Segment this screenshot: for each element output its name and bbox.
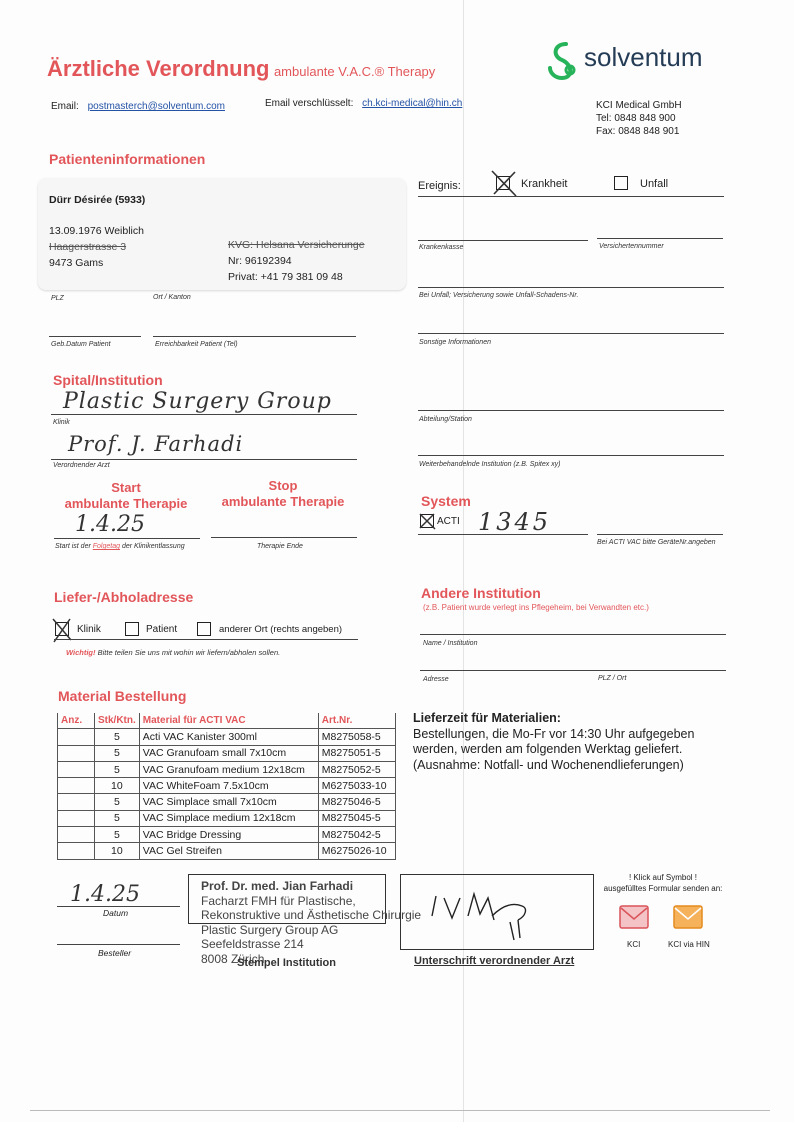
header-anz: Anz. bbox=[58, 713, 95, 729]
event-label: Ereignis: bbox=[418, 180, 461, 192]
stop-title-1: Stop bbox=[268, 478, 298, 493]
system-section-title: System bbox=[421, 493, 471, 509]
solventum-logo-icon bbox=[544, 40, 584, 84]
patient-phone: Privat: +41 79 381 09 48 bbox=[228, 271, 343, 283]
bottom-rule bbox=[30, 1110, 770, 1111]
cell-material: VAC Simplace medium 12x18cm bbox=[139, 810, 318, 826]
other-hint: (z.B. Patient wurde verlegt ins Pflegeheim, bei Verwandten etc.) bbox=[423, 603, 649, 612]
cell-stk: 5 bbox=[95, 745, 140, 761]
caption-geraetenr: Bei ACTI VAC bitte GeräteNr.angeben bbox=[597, 539, 716, 546]
lieferzeit-title: Lieferzeit für Materialien: bbox=[413, 711, 561, 725]
caption-datum: Datum bbox=[103, 908, 129, 918]
send-kci-label: KCI bbox=[627, 940, 641, 949]
header-stk: Stk/Ktn. bbox=[95, 713, 140, 729]
caption-other-plz: PLZ / Ort bbox=[598, 675, 627, 682]
start-title-2: ambulante Therapie bbox=[64, 496, 188, 511]
caption-klinik: Klinik bbox=[53, 419, 70, 426]
stamp-line: 8008 Zürich bbox=[201, 951, 265, 966]
lieferzeit-line1: Bestellungen, die Mo-Fr vor 14:30 Uhr aufgegeben bbox=[413, 726, 695, 741]
email-label: Email: bbox=[51, 101, 79, 112]
cell-stk: 5 bbox=[95, 810, 140, 826]
caption-besteller: Besteller bbox=[98, 948, 132, 958]
delivery-note-important: Wichtig! bbox=[66, 648, 96, 657]
line-versnr bbox=[597, 238, 723, 239]
cell-material: VAC WhiteFoam 7.5x10cm bbox=[139, 778, 318, 794]
line-sonstige bbox=[418, 333, 724, 334]
patient-section-title: Patienteninformationen bbox=[49, 151, 206, 167]
cell-artnr: M8275045-5 bbox=[318, 810, 395, 826]
cell-stk: 5 bbox=[95, 794, 140, 810]
line-end bbox=[211, 537, 357, 538]
table-row bbox=[58, 843, 396, 859]
start-title bbox=[56, 480, 196, 512]
patient-street: Haagerstrasse 3 bbox=[49, 241, 127, 253]
label-patient: Patient bbox=[146, 624, 178, 635]
lieferzeit-info bbox=[413, 711, 694, 773]
arzt-handwritten: Prof. J. Farhadi bbox=[68, 432, 244, 456]
company-info bbox=[596, 99, 682, 138]
caption-versnr: Versichertennummer bbox=[599, 243, 664, 250]
cell-material: Acti VAC Kanister 300ml bbox=[139, 729, 318, 745]
caption-start-b: Folgetag bbox=[92, 543, 120, 550]
cell-anz[interactable] bbox=[58, 778, 95, 794]
stop-title bbox=[212, 478, 354, 510]
send-hin-button[interactable] bbox=[673, 903, 703, 931]
start-date-handwritten: 1.4.25 bbox=[75, 512, 145, 537]
title-main: Ärztliche Verordnung bbox=[47, 56, 270, 81]
company-name: KCI Medical GmbH bbox=[596, 100, 682, 111]
patient-name: Dürr Désirée (5933) bbox=[49, 194, 146, 206]
cell-artnr: M6275026-10 bbox=[318, 843, 395, 859]
patient-dob: 13.09.1976 Weiblich bbox=[49, 225, 144, 237]
table-row bbox=[58, 729, 396, 745]
caption-tel: Erreichbarkeit Patient (Tel) bbox=[155, 341, 238, 348]
stamp-text bbox=[201, 879, 421, 966]
logo-text: solventum bbox=[584, 42, 703, 72]
delivery-section-title: Liefer-/Abholadresse bbox=[54, 589, 194, 605]
label-anderer-ort: anderer Ort (rechts angeben) bbox=[219, 624, 343, 635]
caption-sonstige: Sonstige Informationen bbox=[419, 339, 491, 346]
cell-anz[interactable] bbox=[58, 827, 95, 843]
table-row bbox=[58, 827, 396, 843]
caption-stempel: Stempel Institution bbox=[237, 957, 336, 969]
cell-artnr: M6275033-10 bbox=[318, 778, 395, 794]
caption-end: Therapie Ende bbox=[257, 543, 303, 550]
stamp-line: Facharzt FMH für Plastische, bbox=[201, 893, 356, 908]
label-unfall: Unfall bbox=[640, 178, 669, 190]
patient-details bbox=[49, 223, 144, 271]
caption-geb: Geb.Datum Patient bbox=[51, 341, 111, 348]
cell-material: VAC Granufoam small 7x10cm bbox=[139, 745, 318, 761]
label-acti: ACTI bbox=[437, 516, 460, 527]
material-header-row bbox=[58, 713, 396, 729]
other-section-title: Andere Institution bbox=[421, 585, 541, 601]
checkbox-unfall[interactable] bbox=[614, 176, 628, 190]
line-other-name bbox=[420, 634, 726, 635]
email-link[interactable]: postmasterch@solventum.com bbox=[87, 101, 225, 112]
patient-insurance bbox=[228, 237, 365, 285]
line-abteilung bbox=[418, 410, 724, 411]
line-geb bbox=[49, 336, 141, 337]
send-instructions bbox=[598, 872, 728, 894]
cell-anz[interactable] bbox=[58, 843, 95, 859]
header-material: Material für ACTI VAC bbox=[139, 713, 318, 729]
caption-abteilung: Abteilung/Station bbox=[419, 416, 472, 423]
signature-mark bbox=[422, 876, 542, 946]
label-krankheit: Krankheit bbox=[521, 178, 568, 190]
cell-stk: 10 bbox=[95, 843, 140, 859]
solventum-logo bbox=[544, 40, 714, 84]
line-start bbox=[54, 538, 200, 539]
cell-artnr: M8275058-5 bbox=[318, 729, 395, 745]
line-weiter bbox=[418, 455, 724, 456]
line-tel bbox=[153, 336, 356, 337]
line-datum bbox=[57, 906, 180, 907]
check-mark-icon bbox=[489, 168, 519, 198]
mail-icon bbox=[673, 903, 703, 931]
caption-start-a: Start ist der bbox=[55, 543, 91, 550]
cell-material: VAC Bridge Dressing bbox=[139, 827, 318, 843]
material-table bbox=[57, 713, 396, 860]
caption-unterschrift: Unterschrift verordnender Arzt bbox=[414, 955, 575, 967]
mail-icon bbox=[619, 903, 649, 931]
patient-nr: Nr: 96192394 bbox=[228, 255, 292, 267]
label-klinik: Klinik bbox=[77, 624, 101, 635]
stamp-line: Seefeldstrasse 214 bbox=[201, 937, 304, 951]
delivery-note-text: Bitte teilen Sie uns mit wohin wir liefern/abholen sollen. bbox=[97, 648, 281, 657]
line-delivery bbox=[54, 639, 358, 640]
cell-anz[interactable] bbox=[58, 794, 95, 810]
cell-stk: 5 bbox=[95, 729, 140, 745]
date-handwritten: 1.4.25 bbox=[70, 882, 140, 907]
cell-anz[interactable] bbox=[58, 810, 95, 826]
material-section-title: Material Bestellung bbox=[58, 688, 187, 704]
delivery-note bbox=[66, 648, 280, 657]
table-row bbox=[58, 794, 396, 810]
institution-section-title: Spital/Institution bbox=[53, 372, 163, 388]
cell-artnr: M8275046-5 bbox=[318, 794, 395, 810]
line-ereignis bbox=[418, 196, 724, 197]
send-hint-1: ! Klick auf Symbol ! bbox=[628, 873, 698, 882]
line-acti bbox=[418, 534, 588, 535]
line-unfall bbox=[418, 287, 724, 288]
email-enc-link[interactable]: ch.kci-medical@hin.ch bbox=[362, 98, 463, 109]
stamp-line: Rekonstruktive und Ästhetische Chirurgie bbox=[201, 908, 422, 922]
line-geraetenr bbox=[597, 534, 723, 535]
line-klinik bbox=[51, 414, 357, 415]
acti-number-handwritten: 1345 bbox=[478, 508, 552, 536]
caption-other-addr: Adresse bbox=[423, 676, 449, 683]
email-encrypted-row bbox=[265, 98, 462, 109]
fold-line bbox=[463, 0, 464, 1122]
caption-krankenkasse: Krankenkasse bbox=[419, 244, 464, 251]
email-row bbox=[51, 101, 225, 112]
cell-material: VAC Gel Streifen bbox=[139, 843, 318, 859]
patient-city: 9473 Gams bbox=[49, 257, 104, 269]
caption-ort: Ort / Kanton bbox=[153, 294, 191, 301]
cell-anz[interactable] bbox=[58, 761, 95, 777]
table-row bbox=[58, 810, 396, 826]
stamp-line: Prof. Dr. med. Jian Farhadi bbox=[201, 879, 354, 893]
page-title bbox=[47, 56, 435, 82]
line-arzt bbox=[51, 459, 357, 460]
cell-stk: 5 bbox=[95, 827, 140, 843]
line-besteller bbox=[57, 944, 180, 945]
caption-unfall: Bei Unfall; Versicherung sowie Unfall-Schadens-Nr. bbox=[419, 292, 579, 299]
cell-artnr: M8275051-5 bbox=[318, 745, 395, 761]
lieferzeit-line2: werden, werden am folgenden Werktag geliefert. bbox=[413, 742, 683, 756]
send-kci-button[interactable] bbox=[619, 903, 649, 931]
cell-artnr: M8275042-5 bbox=[318, 827, 395, 843]
company-fax: Fax: 0848 848 901 bbox=[596, 126, 680, 137]
company-tel: Tel: 0848 848 900 bbox=[596, 113, 676, 124]
send-hint-2: ausgefülltes Formular senden an: bbox=[603, 884, 723, 893]
stamp-line: Plastic Surgery Group AG bbox=[201, 922, 339, 937]
table-row bbox=[58, 761, 396, 777]
cell-material: VAC Granufoam medium 12x18cm bbox=[139, 761, 318, 777]
lieferzeit-line3: (Ausnahme: Notfall- und Wochenendlieferungen) bbox=[413, 757, 684, 772]
caption-plz: PLZ bbox=[51, 295, 64, 302]
check-mark-icon bbox=[417, 511, 437, 531]
title-sub: ambulante V.A.C.® Therapy bbox=[273, 64, 436, 79]
email-enc-label: Email verschlüsselt: bbox=[265, 98, 354, 109]
start-title-1: Start bbox=[111, 480, 141, 495]
header-artnr: Art.Nr. bbox=[318, 713, 395, 729]
cell-stk: 10 bbox=[95, 778, 140, 794]
caption-arzt: Verordnender Arzt bbox=[53, 462, 110, 469]
cell-anz[interactable] bbox=[58, 745, 95, 761]
cell-anz[interactable] bbox=[58, 729, 95, 745]
caption-other-name: Name / Institution bbox=[423, 640, 478, 647]
cell-artnr: M8275052-5 bbox=[318, 761, 395, 777]
line-other-addr bbox=[420, 670, 726, 671]
cell-stk: 5 bbox=[95, 761, 140, 777]
send-hin-label: KCI via HIN bbox=[668, 940, 710, 949]
table-row bbox=[58, 745, 396, 761]
caption-start bbox=[55, 543, 185, 550]
checkbox-patient[interactable] bbox=[125, 622, 139, 636]
checkbox-anderer-ort[interactable] bbox=[197, 622, 211, 636]
line-krankenkasse bbox=[418, 240, 588, 241]
table-row bbox=[58, 778, 396, 794]
caption-weiter: Weiterbehandelnde Institution (z.B. Spitex xy) bbox=[419, 461, 561, 468]
klinik-handwritten: Plastic Surgery Group bbox=[63, 389, 332, 414]
cell-material: VAC Simplace small 7x10cm bbox=[139, 794, 318, 810]
patient-kvg: KVG: Helsana Versicherunge bbox=[228, 239, 365, 251]
caption-start-c: der Klinikentlassung bbox=[121, 543, 185, 550]
stop-title-2: ambulante Therapie bbox=[221, 494, 345, 509]
